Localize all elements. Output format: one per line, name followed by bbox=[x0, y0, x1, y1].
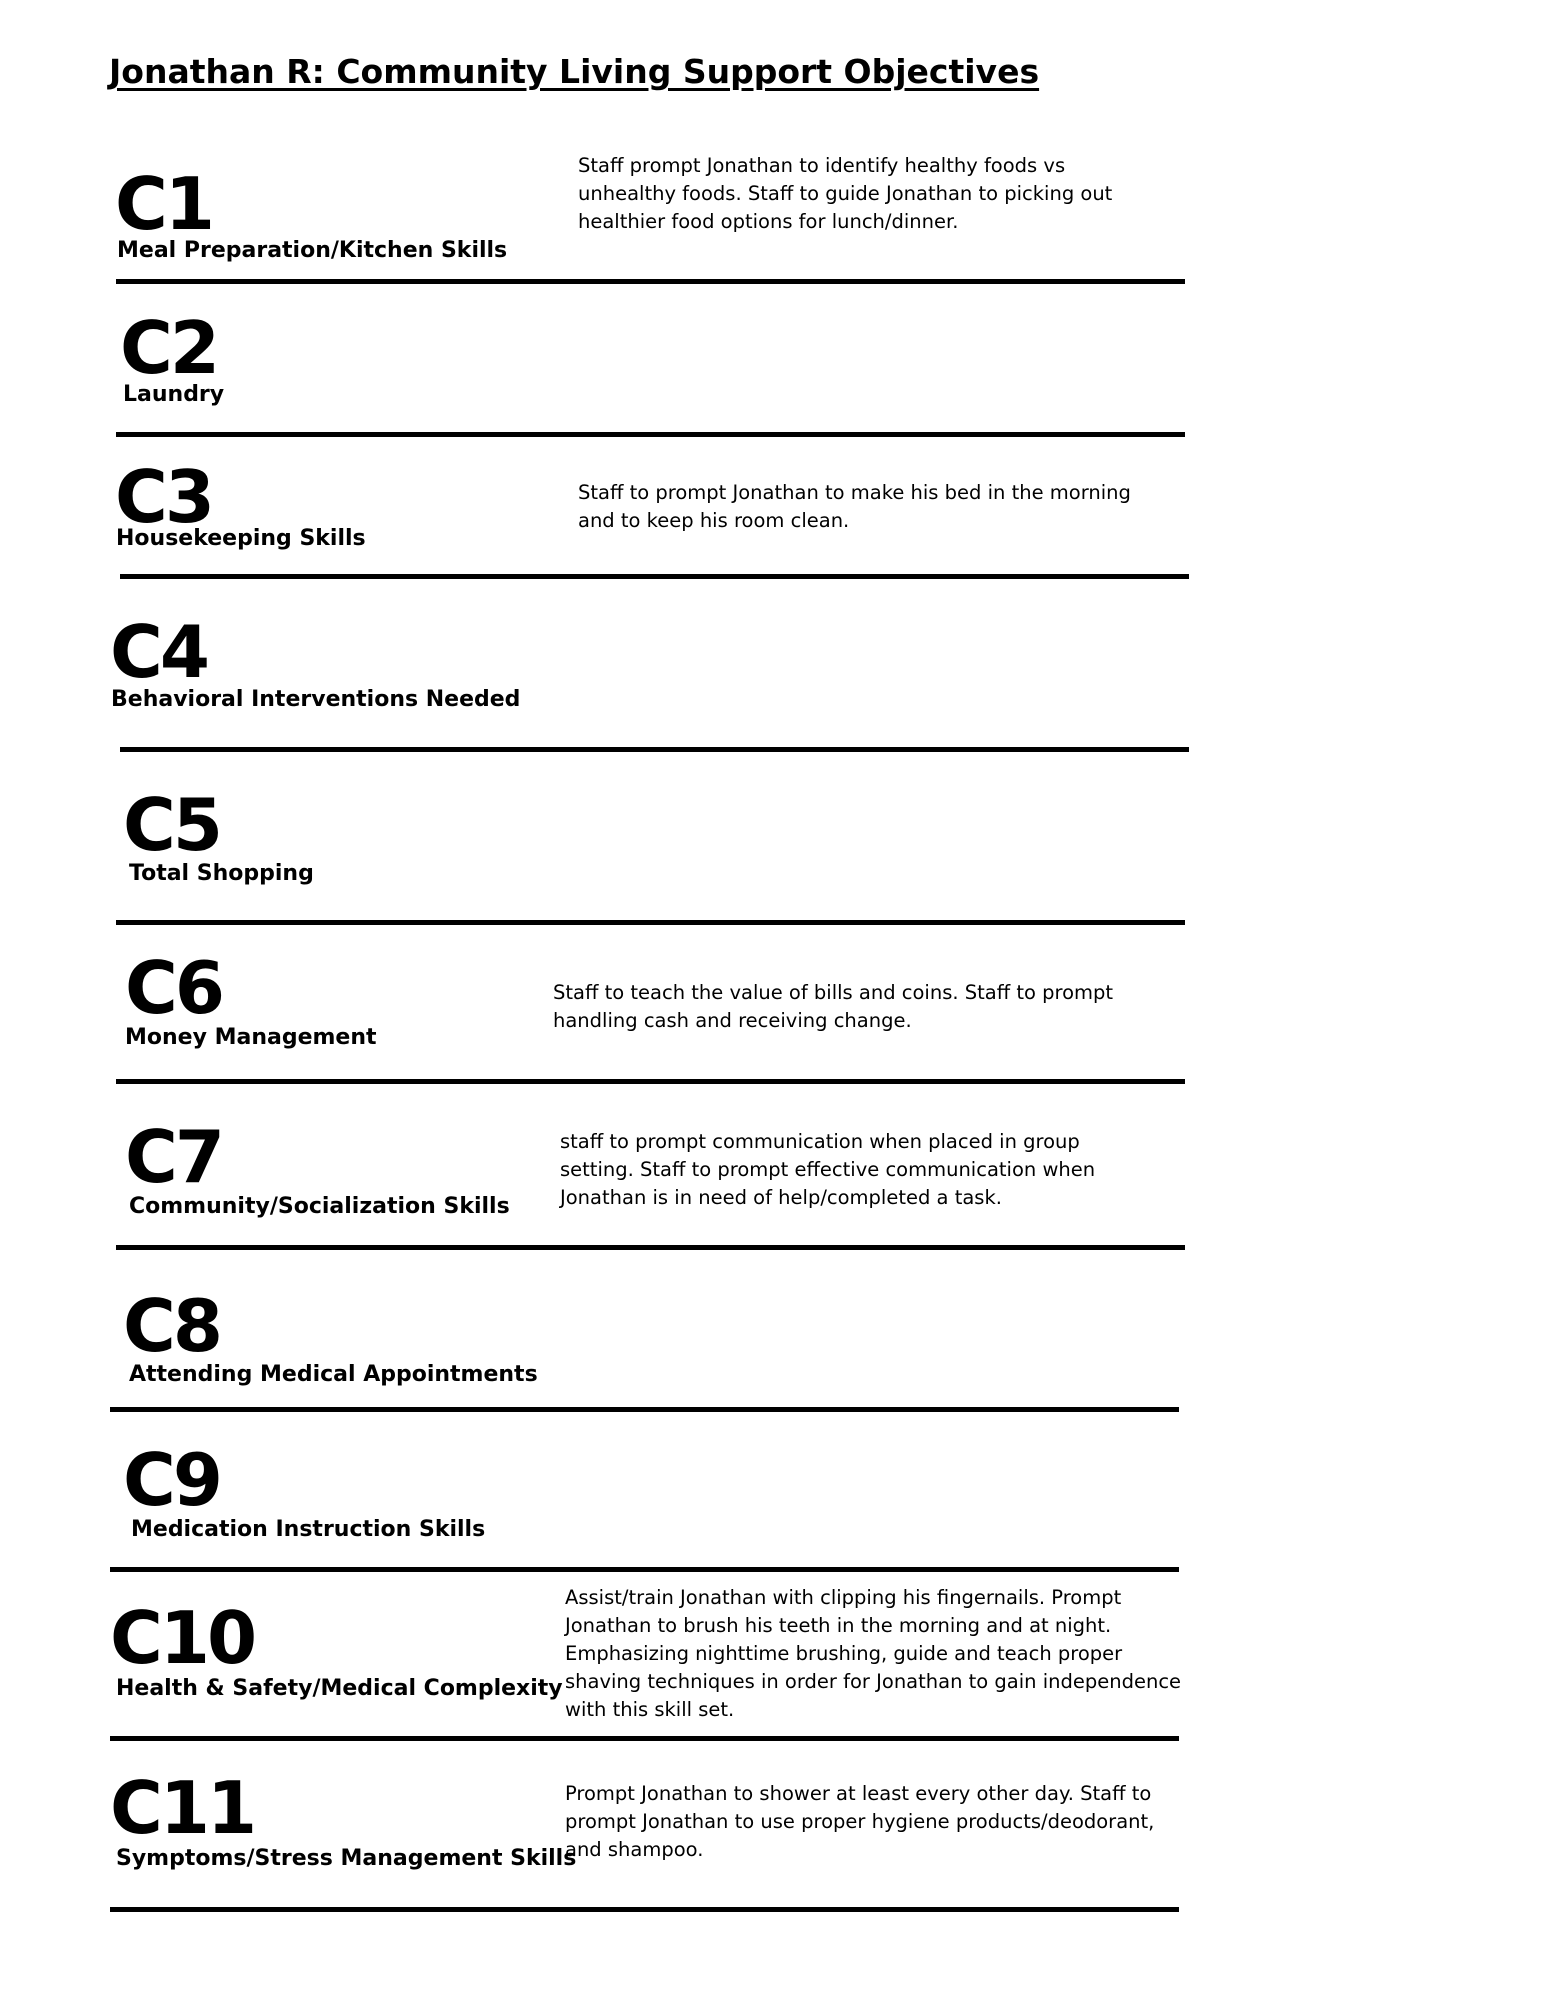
section-divider bbox=[116, 920, 1185, 925]
section-divider bbox=[120, 747, 1189, 752]
objective-description: Staff to prompt Jonathan to make his bed in the morning and to keep his room clean. bbox=[578, 481, 1131, 532]
objective-code: C3 bbox=[115, 455, 212, 539]
objective-code: C10 bbox=[110, 1596, 255, 1680]
section-divider bbox=[110, 1407, 1179, 1412]
objective-label: Behavioral Interventions Needed bbox=[111, 687, 521, 712]
objective-label: Housekeeping Skills bbox=[116, 526, 366, 551]
objective-label: Meal Preparation/Kitchen Skills bbox=[117, 238, 508, 263]
objective-code: C1 bbox=[115, 162, 212, 246]
objective-description: Prompt Jonathan to shower at least every other day. Staff to prompt Jonathan to use proper hygiene products/deodorant, and shampoo. bbox=[565, 1782, 1155, 1861]
objective-label: Laundry bbox=[123, 382, 225, 407]
section-divider bbox=[120, 574, 1189, 579]
objective-description: Staff to teach the value of bills and coins. Staff to prompt handling cash and receiving change. bbox=[553, 981, 1114, 1032]
page-title: Jonathan R: Community Living Support Objectives bbox=[109, 52, 1040, 91]
section-divider bbox=[110, 1907, 1179, 1912]
objective-label: Money Management bbox=[125, 1025, 377, 1050]
objective-description: Staff prompt Jonathan to identify healthy foods vs unhealthy foods. Staff to guide Jonathan to picking out healthier food options for lunch/dinner. bbox=[578, 154, 1113, 233]
objective-label: Attending Medical Appointments bbox=[129, 1362, 538, 1387]
objective-label: Community/Socialization Skills bbox=[129, 1194, 510, 1219]
objective-label: Medication Instruction Skills bbox=[131, 1517, 486, 1542]
objective-code: C6 bbox=[125, 946, 222, 1030]
section-divider bbox=[110, 1567, 1179, 1572]
objective-label: Symptoms/Stress Management Skills bbox=[116, 1846, 577, 1871]
objective-description: Assist/train Jonathan with clipping his fingernails. Prompt Jonathan to brush his teeth in the morning and at night. Emphasizing nighttime brushing, guide and teach proper shaving techniques in order for Jonathan to gain independence with this skill set. bbox=[565, 1586, 1182, 1721]
objective-code: C8 bbox=[123, 1284, 220, 1368]
objective-code: C7 bbox=[125, 1115, 222, 1199]
objective-label: Total Shopping bbox=[129, 861, 314, 886]
objective-code: C9 bbox=[123, 1438, 220, 1522]
section-divider bbox=[110, 1736, 1179, 1741]
section-divider bbox=[116, 279, 1185, 284]
section-divider bbox=[116, 1079, 1185, 1084]
objective-code: C11 bbox=[110, 1766, 255, 1850]
objective-code: C5 bbox=[123, 783, 220, 867]
section-divider bbox=[116, 1245, 1185, 1250]
section-divider bbox=[116, 432, 1185, 437]
objective-code: C2 bbox=[120, 306, 217, 390]
objective-description: staff to prompt communication when placed in group setting. Staff to prompt effective communication when Jonathan is in need of help/completed a task. bbox=[560, 1130, 1096, 1209]
objective-code: C4 bbox=[110, 610, 207, 694]
objective-label: Health & Safety/Medical Complexity bbox=[116, 1676, 563, 1701]
